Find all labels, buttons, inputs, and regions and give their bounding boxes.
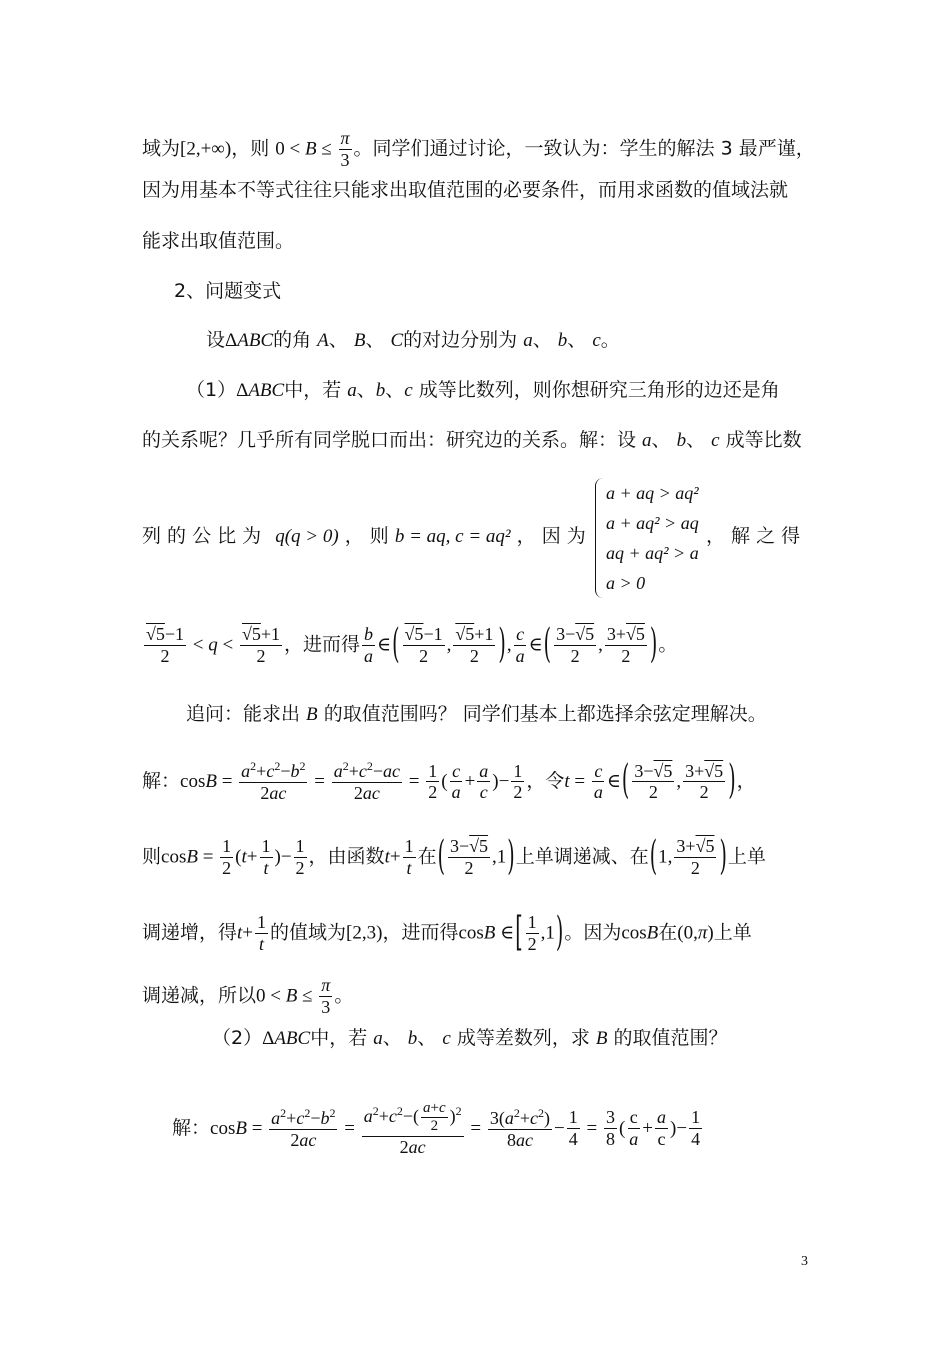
formula-q: q(q > 0) <box>275 526 339 547</box>
system-row-3: aq + aq² > a <box>606 543 699 563</box>
solution-1-line-c: 调递增，得t+ $\frac{1}{t}$ 的值域为[2,3)，进而得cosB ∈[ $\frac{1}{2}$ ,1)。因为cosB在(0,π)上单 <box>142 909 752 956</box>
problem-2: （2）ΔABC中，若 a、 b、 c 成等差数列，求 B 的取值范围？ <box>212 1027 728 1049</box>
solution-1-line-b: 则cosB = $\frac{1}{2}$ (t+ $\frac{1}{t}$ )− $\frac{1}{2}$ ，由函数t+ $\frac{1}{t}$ 在( $\frac{3-√5}{2}$ ,1)上单调递减、在(1, $\frac{3+√5}{2}$ )上单 <box>142 833 766 880</box>
problem-1-line-b: 的关系呢？几乎所有同学脱口而出：研究边的关系。解：设 a、 b、 c 成等比数 <box>142 429 802 451</box>
section-heading: 2、问题变式 <box>174 280 282 302</box>
text-line-2: 因为用基本不等式往往只能求出取值范围的必要条件，而用求函数的值域法就 <box>142 179 789 201</box>
solution-1-line-a: 解：cosB = $\frac{a^2+c^2-b^2}{2ac}$ = $\frac{a^2+c^2-ac}{2ac}$ = $\frac{1}{2}$ ( $\frac{c}{a}$ + $\frac{a}{c}$ )− $\frac{1}{2}$ ，令t = $\frac{c}{a}$ ∈( $\frac{3-√5}{2}$ , $\frac{3+√5}{2}$ )， <box>142 757 756 804</box>
page-number: 3 <box>801 1254 808 1269</box>
problem-1-line-c: 列 的 公 比 为 q(q > 0) ， 则 b = aq, c = aq² ， 因 为 <box>142 525 586 547</box>
setup-line: 设ΔABC的角 A、 B、 C的对边分别为 a、 b、 c。 <box>206 329 620 351</box>
follow-up-question: 追问：能求出 B 的取值范围吗？ 同学们基本上都选择余弦定理解决。 <box>186 703 767 725</box>
problem-1-line-a: （1）ΔABC中，若 a、b、c 成等比数列，则你想研究三角形的边还是角 <box>186 379 780 401</box>
solution-2: 解：cosB = $\frac{a^2+c^2-b^2}{2ac}$ = $a^2+c^2-$( $\frac{a+c}{2}$ )$^2$ 2ac = $\frac{3(a^2+c^2)}{8ac}$ − $\frac{1}{4}$ = $\frac{3}{8}$ ( $\frac{c}{a}$ + $\frac{a}{c}$ )− $\frac{1}{4}$ <box>172 1100 701 1157</box>
inequality-system <box>595 478 699 598</box>
text-line-1: 域为[2,+∞)，则 0 < B ≤ $\frac{\pi}{3}$ 。同学们通过讨论，一致认为：学生的解法 3 最严谨， <box>142 128 815 170</box>
ratio-range-line: $\frac{√5-1}{2}$ < q < $\frac{√5+1}{2}$ ，进而得 $\frac{b}{a}$ ∈( $\frac{√5-1}{2}$ , $\frac{√5+1}{2}$ ), $\frac{c}{a}$ ∈( $\frac{3-√5}{2}$ , $\frac{3+√5}{2}$ )。 <box>146 621 678 668</box>
text-line-3: 能求出取值范围。 <box>142 230 295 252</box>
text-common-ratio: 列 的 公 比 为 <box>142 525 262 547</box>
system-row-4: a > 0 <box>606 573 646 593</box>
solution-1-line-d: 调递减，所以0 < B ≤ $\frac{\pi}{3}$ 。 <box>142 975 354 1017</box>
formula-b-c: b = aq, c = aq² <box>394 526 511 547</box>
system-row-1: a + aq > aq² <box>606 483 699 503</box>
text-solve: ， 解 之 得 <box>706 525 801 547</box>
system-row-2: a + aq² > aq <box>606 513 699 533</box>
